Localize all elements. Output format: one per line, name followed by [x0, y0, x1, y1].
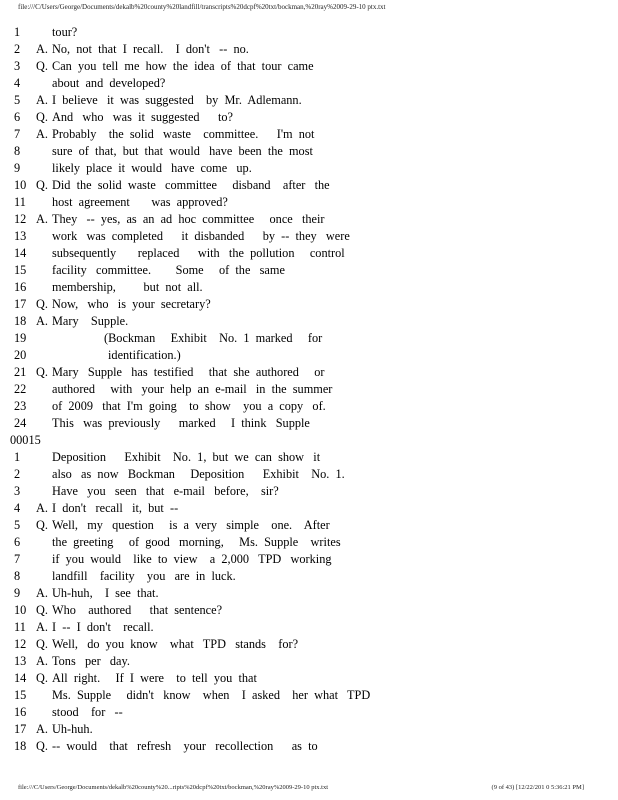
line-number: 16 — [14, 280, 27, 294]
transcript-line — [0, 75, 618, 92]
line-number: 3 — [14, 59, 21, 73]
transcript-line — [0, 466, 618, 483]
line-number: 17 — [14, 722, 27, 736]
line-text: the greeting of good morning, Ms. Supple writes — [52, 535, 341, 549]
transcript-line — [0, 364, 618, 381]
transcript-line — [0, 534, 618, 551]
line-number: 1 — [14, 25, 21, 39]
line-number: 10 — [14, 603, 27, 617]
transcript-line — [0, 602, 618, 619]
transcript-line — [0, 262, 618, 279]
line-text: Well, my question is a very simple one. After — [52, 518, 330, 532]
speaker-label: A. — [36, 654, 48, 668]
transcript-line — [0, 398, 618, 415]
line-text: -- would that refresh your recollection as to — [52, 739, 318, 753]
line-text: host agreement was approved? — [52, 195, 228, 209]
line-number: 6 — [14, 110, 21, 124]
line-text: identification.) — [108, 348, 181, 362]
transcript-line — [0, 228, 618, 245]
line-number: 21 — [14, 365, 27, 379]
transcript-line — [0, 568, 618, 585]
line-number: 1 — [14, 450, 21, 464]
transcript-line — [0, 653, 618, 670]
line-text: Uh-huh, I see that. — [52, 586, 159, 600]
line-text: They -- yes, as an ad hoc committee once their — [52, 212, 325, 226]
speaker-label: A. — [36, 93, 48, 107]
line-text: Mary Supple. — [52, 314, 129, 328]
line-number: 5 — [14, 93, 21, 107]
line-number: 24 — [14, 416, 27, 430]
speaker-label: Q. — [36, 178, 48, 192]
line-text: work was completed it disbanded by -- they were — [52, 229, 350, 243]
line-text: of 2009 that I'm going to show you a copy of. — [52, 399, 326, 413]
transcript-line — [0, 160, 618, 177]
line-number: 7 — [14, 127, 21, 141]
line-text: Tons per day. — [52, 654, 130, 668]
transcript-line — [0, 41, 618, 58]
line-number: 9 — [14, 161, 21, 175]
transcript-line — [0, 126, 618, 143]
line-text: stood for -- — [52, 705, 123, 719]
line-text: landfill facility you are in luck. — [52, 569, 236, 583]
line-number: 8 — [14, 144, 21, 158]
line-number: 18 — [14, 314, 27, 328]
footer-page-info: (9 of 43) [12/22/201 0 5:36:21 PM] — [491, 784, 584, 791]
line-text: This was previously marked I think Supple — [52, 416, 310, 430]
line-text: Deposition Exhibit No. 1, but we can show it — [52, 450, 321, 464]
line-number: 8 — [14, 569, 21, 583]
transcript-line — [0, 687, 618, 704]
transcript-line — [0, 517, 618, 534]
line-text: if you would like to view a 2,000 TPD working — [52, 552, 332, 566]
line-number: 11 — [14, 195, 26, 209]
transcript-line — [0, 24, 618, 41]
line-text: I -- I don't recall. — [52, 620, 154, 634]
transcript-line — [0, 551, 618, 568]
transcript-line — [0, 279, 618, 296]
line-number: 15 — [14, 688, 27, 702]
line-number: 2 — [14, 467, 21, 481]
speaker-label: A. — [36, 212, 48, 226]
line-text: (Bockman Exhibit No. 1 marked for — [104, 331, 323, 345]
speaker-label: A. — [36, 127, 48, 141]
speaker-label: Q. — [36, 365, 48, 379]
line-text: Have you seen that e-mail before, sir? — [52, 484, 279, 498]
transcript-line — [0, 381, 618, 398]
line-text: about and developed? — [52, 76, 166, 90]
line-number: 4 — [14, 501, 21, 515]
transcript-line — [0, 415, 618, 432]
transcript-line — [0, 619, 618, 636]
transcript-page-section-2 — [0, 449, 618, 755]
line-number: 17 — [14, 297, 27, 311]
line-number: 10 — [14, 178, 27, 192]
line-text: Did the solid waste committee disband after the — [52, 178, 330, 192]
file-path-header: file:///C/Users/George/Documents/dekalb%20county%20landfill/transcripts%20dcpf%20txt/bockman,%20ray%2009-29-10 ptx.txt — [18, 3, 386, 11]
transcript-line — [0, 194, 618, 211]
transcript-line — [0, 58, 618, 75]
line-number: 18 — [14, 739, 27, 753]
speaker-label: Q. — [36, 297, 48, 311]
line-number: 7 — [14, 552, 21, 566]
transcript-line — [0, 313, 618, 330]
speaker-label: A. — [36, 722, 48, 736]
line-text: Uh-huh. — [52, 722, 93, 736]
line-number: 12 — [14, 637, 27, 651]
line-number: 14 — [14, 671, 27, 685]
speaker-label: A. — [36, 42, 48, 56]
transcript-line — [0, 92, 618, 109]
speaker-label: Q. — [36, 518, 48, 532]
transcript-line — [0, 245, 618, 262]
transcript-line — [0, 449, 618, 466]
line-text: And who was it suggested to? — [52, 110, 234, 124]
line-text: All right. If I were to tell you that — [52, 671, 257, 685]
transcript-line — [0, 330, 618, 347]
line-text: Who authored that sentence? — [52, 603, 223, 617]
transcript-line — [0, 347, 618, 364]
line-text: Mary Supple has testified that she authored or — [52, 365, 325, 379]
speaker-label: Q. — [36, 110, 48, 124]
transcript-page-section-1 — [0, 24, 618, 432]
footer-file-path: file:///C/Users/George/Documents/dekalb%20county%20...ripts%20dcpf%20txt/bockman,%20ray%2009-29-10 ptx.txt — [18, 784, 329, 791]
line-text: Well, do you know what TPD stands for? — [52, 637, 299, 651]
line-number: 13 — [14, 229, 27, 243]
speaker-label: Q. — [36, 603, 48, 617]
speaker-label: Q. — [36, 739, 48, 753]
line-number: 9 — [14, 586, 21, 600]
line-text: Now, who is your secretary? — [52, 297, 211, 311]
line-number: 15 — [14, 263, 27, 277]
line-text: likely place it would have come up. — [52, 161, 252, 175]
transcript-line — [0, 704, 618, 721]
transcript-line — [0, 636, 618, 653]
line-text: Ms. Supple didn't know when I asked her what TPD — [52, 688, 371, 702]
line-text: I don't recall it, but -- — [52, 501, 179, 515]
transcript-body — [0, 24, 618, 755]
transcript-line — [0, 500, 618, 517]
line-number: 16 — [14, 705, 27, 719]
line-text: Probably the solid waste committee. I'm not — [52, 127, 315, 141]
line-number: 11 — [14, 620, 26, 634]
line-number: 22 — [14, 382, 27, 396]
line-text: sure of that, but that would have been the most — [52, 144, 313, 158]
page-marker: 00015 — [10, 433, 41, 447]
speaker-label: A. — [36, 620, 48, 634]
transcript-line — [0, 483, 618, 500]
speaker-label: A. — [36, 501, 48, 515]
line-text: authored with your help an e-mail in the summer — [52, 382, 333, 396]
speaker-label: Q. — [36, 637, 48, 651]
line-text: also as now Bockman Deposition Exhibit No. 1. — [52, 467, 345, 481]
line-number: 12 — [14, 212, 27, 226]
speaker-label: A. — [36, 314, 48, 328]
speaker-label: A. — [36, 586, 48, 600]
line-text: subsequently replaced with the pollution control — [52, 246, 345, 260]
line-text: facility committee. Some of the same — [52, 263, 285, 277]
line-text: membership, but not all. — [52, 280, 203, 294]
speaker-label: Q. — [36, 671, 48, 685]
line-number: 6 — [14, 535, 21, 549]
line-text: tour? — [52, 25, 78, 39]
transcript-line — [0, 143, 618, 160]
line-number: 20 — [14, 348, 27, 362]
transcript-line — [0, 738, 618, 755]
line-number: 4 — [14, 76, 21, 90]
line-number: 23 — [14, 399, 27, 413]
transcript-line — [0, 296, 618, 313]
transcript-line — [0, 211, 618, 228]
transcript-line — [0, 585, 618, 602]
line-number: 5 — [14, 518, 21, 532]
line-number: 2 — [14, 42, 21, 56]
speaker-label: Q. — [36, 59, 48, 73]
line-number: 13 — [14, 654, 27, 668]
line-number: 14 — [14, 246, 27, 260]
line-text: No, not that I recall. I don't -- no. — [52, 42, 249, 56]
transcript-line — [0, 109, 618, 126]
transcript-line — [0, 177, 618, 194]
transcript-line — [0, 670, 618, 687]
line-number: 19 — [14, 331, 27, 345]
transcript-line — [0, 721, 618, 738]
line-number: 3 — [14, 484, 21, 498]
line-text: Can you tell me how the idea of that tour came — [52, 59, 314, 73]
line-text: I believe it was suggested by Mr. Adlemann. — [52, 93, 302, 107]
